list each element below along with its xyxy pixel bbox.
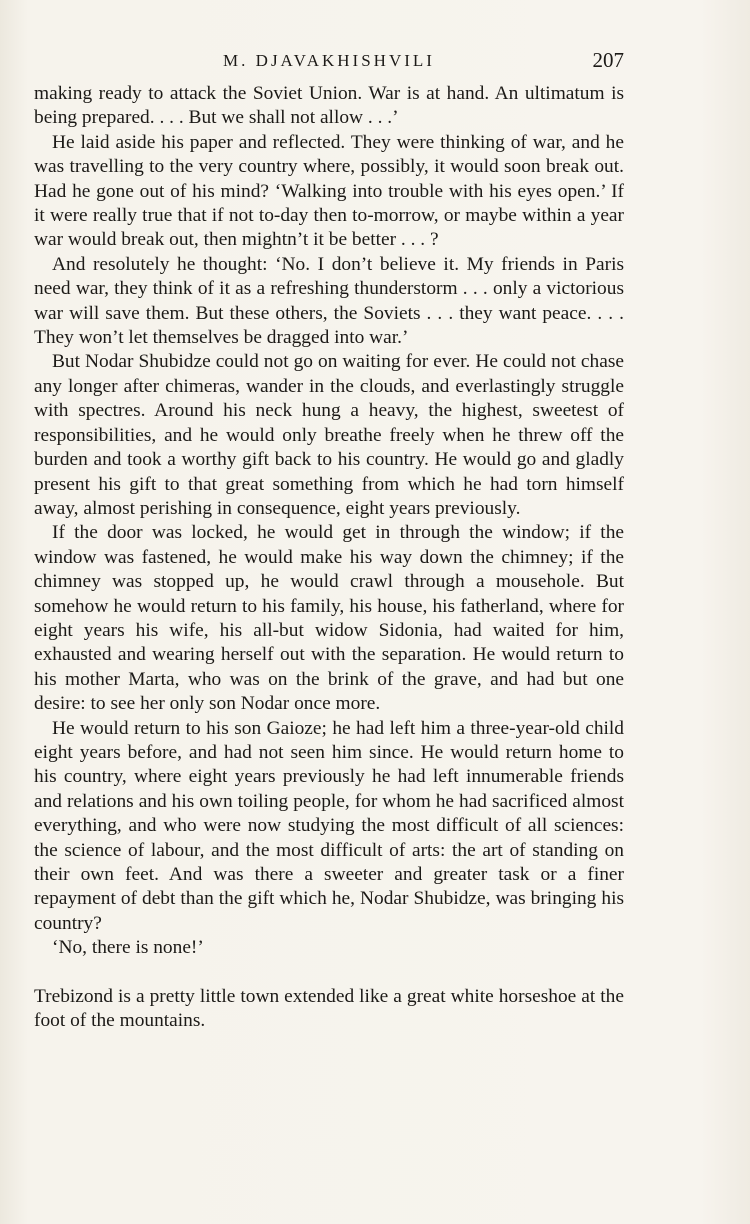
paragraph-section-start: Trebizond is a pretty little town extended like a great white horseshoe at the foot of the mountains. (34, 985, 624, 1032)
paragraph: He would return to his son Gaioze; he had left him a three-year-old child eight years before, and had not seen him since. He would return home to his country, where eight years previously he had left innumerable friends and relations and his own toiling people, for whom he had sacrificed almost everything, and who were now studying the most difficult of all sciences: the science of labour, and the most difficult of arts: the art of standing on their own feet. And was there a sweeter and greater task or a finer repayment of debt than the gift which he, Nodar Shubidze, was bringing his country? (34, 717, 624, 934)
paragraph: He laid aside his paper and reflected. They were thinking of war, and he was travelling to the very country where, possibly, it would soon break out. Had he gone out of his mind? ‘Walking into trouble with his eyes open.’ If it were really true that if not to-day then to-morrow, or maybe within a year war would break out, then mightn’t it be better . . . ? (34, 131, 624, 251)
body-text (34, 82, 624, 1033)
page-number: 207 (592, 48, 624, 72)
paragraph: making ready to attack the Soviet Union. War is at hand. An ultimatum is being prepared. . . . But we shall not allow . . .’ (34, 83, 624, 129)
paragraph: But Nodar Shubidze could not go on waiting for ever. He could not chase any longer after chimeras, wander in the clouds, and everlastingly struggle with spectres. Around his neck hung a heavy, the highest, sweetest of responsibilities, and he would only breathe freely when he threw off the burden and took a worthy gift back to his country. He would go and gladly present his gift to that great something from which he had torn himself away, almost perishing in consequence, eight years previously. (34, 351, 624, 519)
paragraph: If the door was locked, he would get in through the window; if the window was fastened, he would make his way down the chimney; if the chimney was stopped up, he would crawl through a mousehole. But somehow he would return to his family, his house, his fatherland, where for eight years his wife, his all-but widow Sidonia, had waited for him, exhausted and wearing herself out with the separation. He would return to his mother Marta, who was on the brink of the grave, and had but one desire: to see her only son Nodar once more. (34, 522, 624, 715)
running-head-author: M. DJAVAKHISHVILI (223, 51, 435, 70)
paragraph: ‘No, there is none!’ (52, 937, 204, 959)
running-head (34, 50, 624, 76)
paragraph: And resolutely he thought: ‘No. I don’t believe it. My friends in Paris need war, they think of it as a refreshing thunderstorm . . . only a victorious war will save them. But these others, the Soviets . . . they want peace. . . . They won’t let themselves be dragged into war.’ (34, 253, 624, 349)
